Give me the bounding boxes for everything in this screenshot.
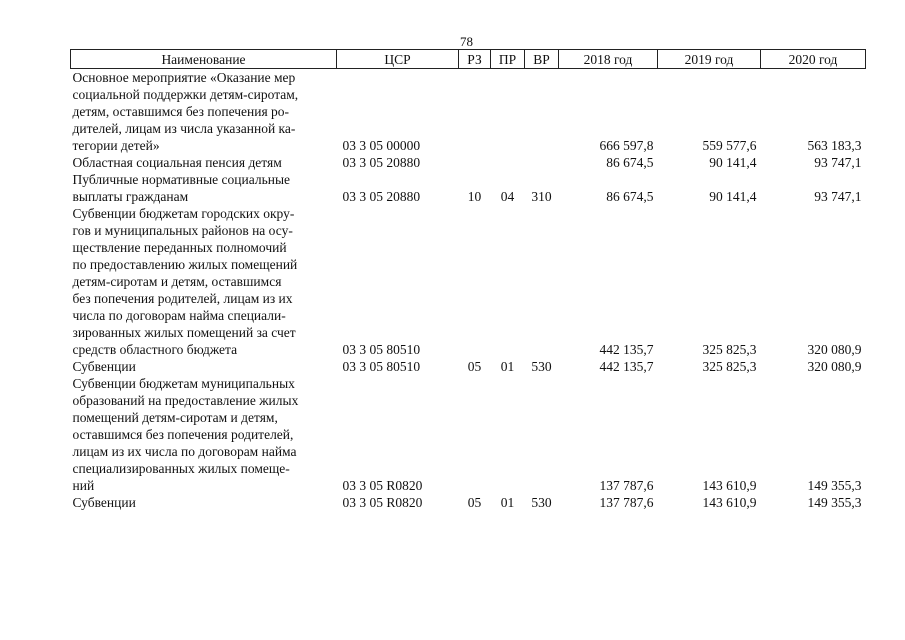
cell-name: Основное мероприятие «Оказание мер социальной поддержки детям-сиротам, детям, оставшимся без попечения ро- дителей, лицам из числа указанной ка- тегории детей» — [72, 70, 299, 153]
cell-2019: 90 141,4 — [709, 189, 757, 204]
cell-pr: 04 — [500, 189, 515, 204]
cell-csr: 03 3 05 00000 — [342, 138, 421, 153]
cell-rz: 05 — [467, 495, 482, 510]
table-row — [71, 358, 866, 375]
cell-2019: 325 825,3 — [702, 359, 757, 374]
cell-vr — [525, 69, 559, 155]
table-header-row — [71, 50, 866, 69]
cell-vr — [525, 154, 559, 171]
cell-vr — [525, 375, 559, 494]
cell-2018: 86 674,5 — [606, 189, 654, 204]
header-name: Наименование — [71, 50, 337, 69]
cell-rz: 05 — [467, 359, 482, 374]
cell-2020: 563 183,3 — [807, 138, 862, 153]
table-row — [71, 171, 866, 205]
cell-name: Публичные нормативные социальные выплаты гражданам — [72, 172, 291, 204]
cell-pr: 01 — [500, 495, 515, 510]
cell-name: Субвенции — [72, 359, 136, 374]
cell-2018: 137 787,6 — [599, 478, 654, 493]
budget-table — [70, 49, 866, 511]
cell-2020: 320 080,9 — [807, 359, 862, 374]
cell-name: Субвенции бюджетам городских окру- гов и муниципальных районов на осу- ществление переданных полномочий по предоставлению жилых помещений детям-сиротам и детям, оставшимся без попечения родителей, лицам из их числа по договорам найма специали- зированных жилых помещений за счет средств областного бюджета — [72, 206, 298, 357]
cell-vr: 530 — [531, 495, 552, 510]
cell-2019: 143 610,9 — [702, 478, 757, 493]
cell-csr: 03 3 05 R0820 — [342, 495, 423, 510]
table-row — [71, 69, 866, 155]
table-row — [71, 205, 866, 358]
table-row — [71, 375, 866, 494]
cell-2020: 320 080,9 — [807, 342, 862, 357]
header-vr: ВР — [525, 50, 559, 69]
header-2020: 2020 год — [761, 50, 866, 69]
cell-2018: 442 135,7 — [599, 359, 654, 374]
cell-rz — [459, 205, 491, 358]
table-row — [71, 154, 866, 171]
cell-rz: 10 — [467, 189, 482, 204]
cell-rz — [459, 69, 491, 155]
cell-vr: 530 — [531, 359, 552, 374]
table-row — [71, 494, 866, 511]
cell-csr: 03 3 05 20880 — [342, 155, 421, 170]
header-csr: ЦСР — [337, 50, 459, 69]
cell-rz — [459, 375, 491, 494]
cell-2019: 325 825,3 — [702, 342, 757, 357]
cell-2019: 90 141,4 — [709, 155, 757, 170]
cell-2020: 93 747,1 — [814, 189, 862, 204]
cell-2019: 143 610,9 — [702, 495, 757, 510]
cell-csr: 03 3 05 R0820 — [342, 478, 423, 493]
cell-pr: 01 — [500, 359, 515, 374]
cell-2019: 559 577,6 — [702, 138, 757, 153]
cell-2018: 666 597,8 — [599, 138, 654, 153]
header-2018: 2018 год — [559, 50, 658, 69]
cell-2018: 137 787,6 — [599, 495, 654, 510]
cell-vr — [525, 205, 559, 358]
cell-csr: 03 3 05 80510 — [342, 359, 421, 374]
cell-rz — [459, 154, 491, 171]
cell-2020: 149 355,3 — [807, 478, 862, 493]
cell-pr — [491, 69, 525, 155]
cell-pr — [491, 205, 525, 358]
cell-csr: 03 3 05 80510 — [342, 342, 421, 357]
header-rz: РЗ — [459, 50, 491, 69]
cell-name: Субвенции — [72, 495, 136, 510]
header-2019: 2019 год — [658, 50, 761, 69]
page-number: 78 — [460, 34, 473, 49]
cell-2018: 442 135,7 — [599, 342, 654, 357]
header-pr: ПР — [491, 50, 525, 69]
cell-name: Субвенции бюджетам муниципальных образований на предоставление жилых помещений детям-сиротам и детям, оставшимся без попечения родителей, лицам из их числа по договорам найма специализированных жилых помеще- ний — [72, 376, 299, 493]
cell-csr: 03 3 05 20880 — [342, 189, 421, 204]
cell-pr — [491, 375, 525, 494]
cell-pr — [491, 154, 525, 171]
cell-vr: 310 — [531, 189, 552, 204]
cell-2020: 149 355,3 — [807, 495, 862, 510]
cell-name: Областная социальная пенсия детям — [72, 155, 282, 170]
cell-2018: 86 674,5 — [606, 155, 654, 170]
cell-2020: 93 747,1 — [814, 155, 862, 170]
